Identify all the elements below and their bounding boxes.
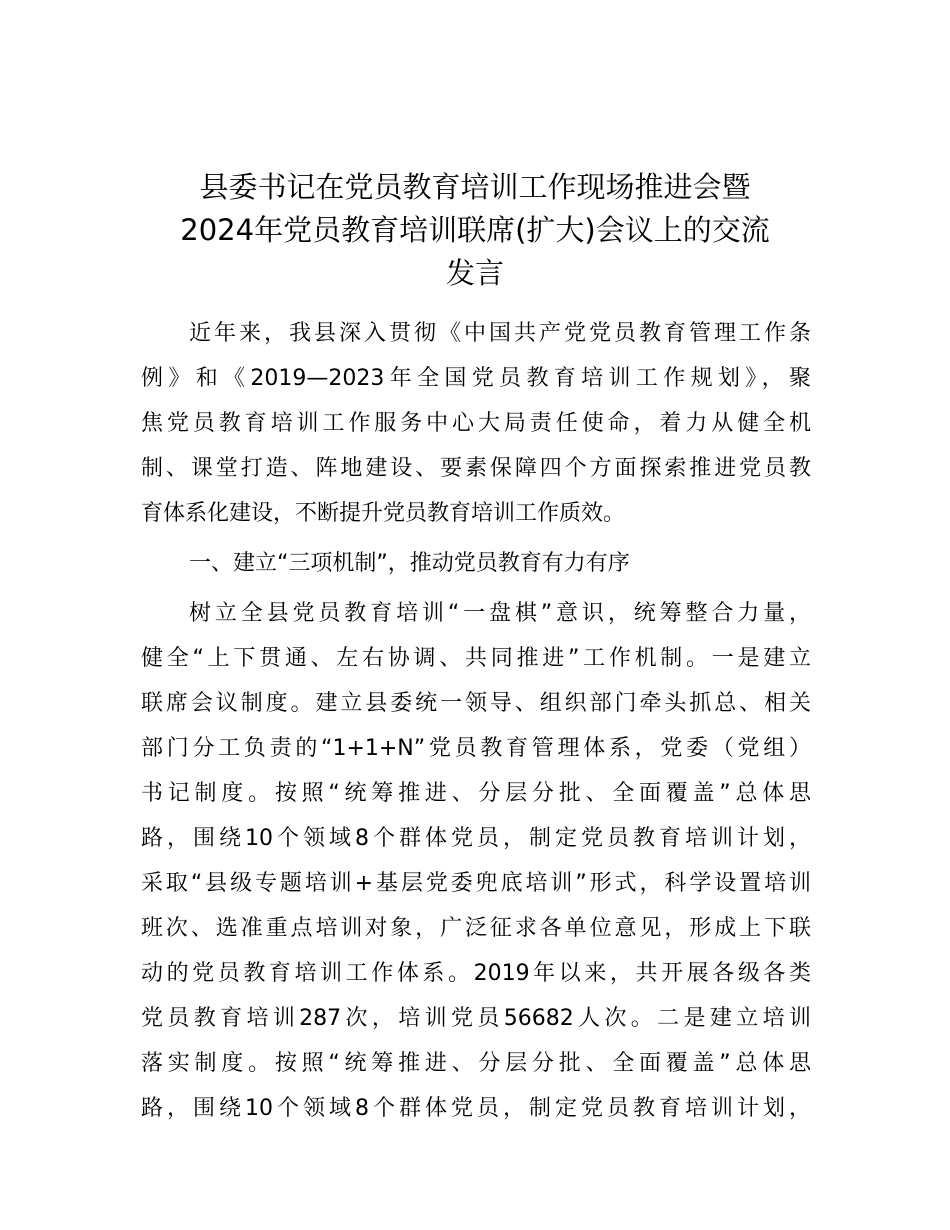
paragraph-line: 例》和《2019—2023年全国党员教育培训工作规划》，聚 — [141, 366, 811, 391]
paragraph-line: 树立全县党员教育培训“一盘棋”意识，统筹整合力量， — [189, 601, 811, 626]
paragraph-line: 采取“县级专题培训+基层党委兜底培训”形式，科学设置培训 — [141, 871, 811, 896]
section-heading — [141, 541, 811, 586]
document-title — [120, 166, 830, 295]
paragraph-line: 书记制度。按照“统筹推进、分层分批、全面覆盖”总体思 — [141, 781, 811, 806]
paragraph-mechanism — [141, 591, 811, 1131]
paragraph-line: 联席会议制度。建立县委统一领导、组织部门牵头抓总、相关 — [141, 691, 811, 716]
paragraph-line: 制、课堂打造、阵地建设、要素保障四个方面探索推进党员教 — [141, 456, 811, 481]
paragraph-line: 健全“上下贯通、左右协调、共同推进”工作机制。一是建立 — [141, 646, 811, 671]
paragraph-line: 路，围绕10个领域8个群体党员，制定党员教育培训计划， — [141, 1096, 811, 1121]
paragraph-line: 育体系化建设，不断提升党员教育培训工作质效。 — [141, 501, 626, 526]
paragraph-intro — [141, 311, 811, 536]
paragraph-line: 部门分工负责的“1+1+N”党员教育管理体系，党委（党组） — [141, 736, 811, 761]
paragraph-line: 党员教育培训287次，培训党员56682人次。二是建立培训 — [141, 1006, 811, 1031]
title-line-1: 县委书记在党员教育培训工作现场推进会暨 — [199, 170, 751, 204]
paragraph-line: 班次、选准重点培训对象，广泛征求各单位意见，形成上下联 — [141, 916, 811, 941]
paragraph-line: 路，围绕10个领域8个群体党员，制定党员教育培训计划， — [141, 826, 811, 851]
paragraph-line: 动的党员教育培训工作体系。2019年以来，共开展各级各类 — [141, 961, 811, 986]
paragraph-line: 焦党员教育培训工作服务中心大局责任使命，着力从健全机 — [141, 411, 811, 436]
paragraph-line: 近年来，我县深入贯彻《中国共产党党员教育管理工作条 — [189, 321, 811, 346]
title-line-3: 发言 — [445, 256, 504, 290]
title-line-2: 2024年党员教育培训联席(扩大)会议上的交流 — [180, 213, 770, 247]
document-body — [141, 311, 811, 1131]
section-heading-line: 一、建立“三项机制”，推动党员教育有力有序 — [189, 551, 630, 576]
paragraph-line: 落实制度。按照“统筹推进、分层分批、全面覆盖”总体思 — [141, 1051, 811, 1076]
